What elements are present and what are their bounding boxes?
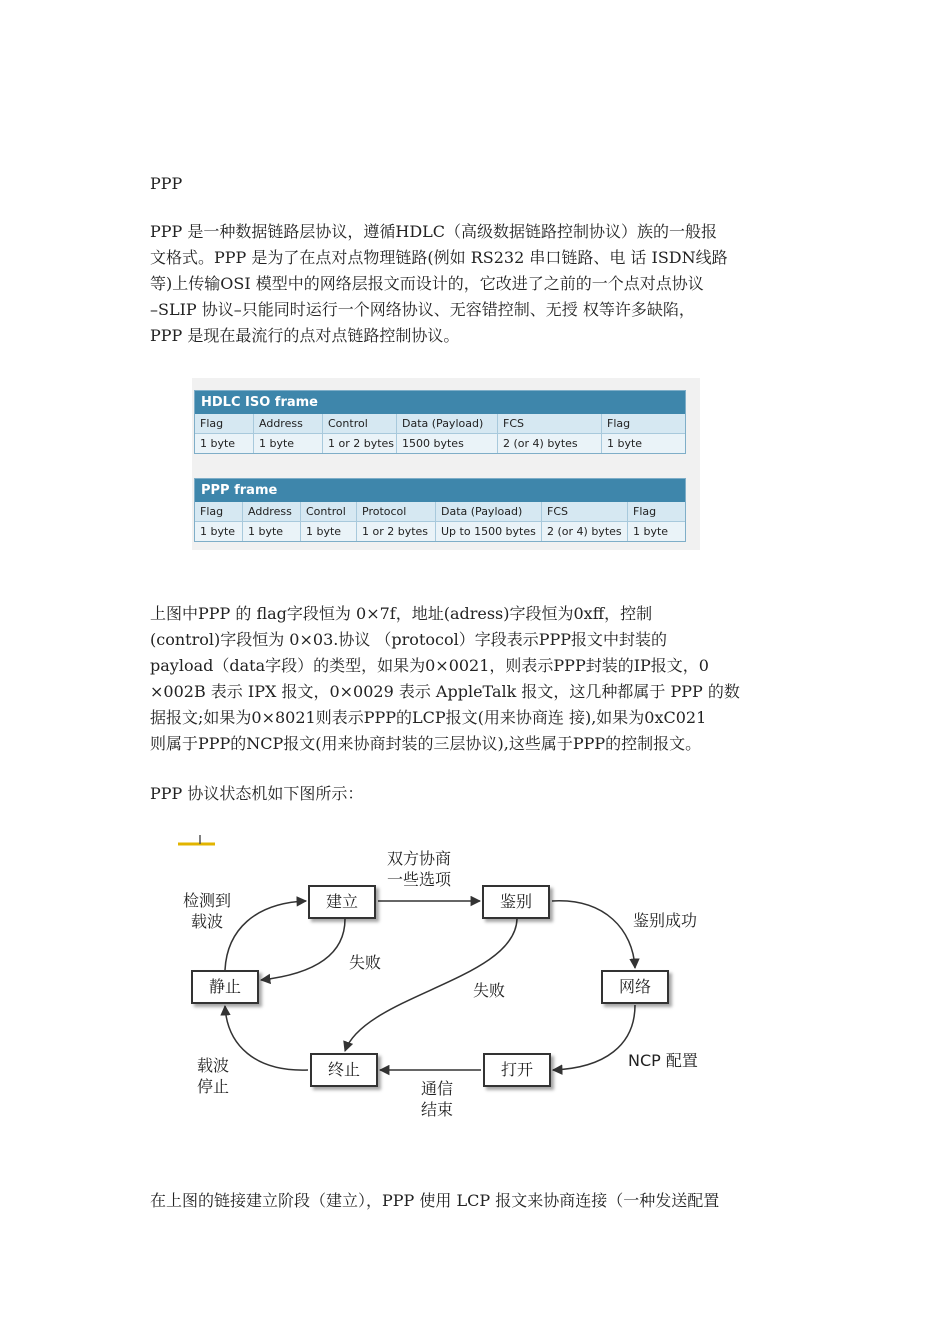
table-cell: 1 byte (301, 522, 357, 541)
text-line: PPP 是现在最流行的点对点链路控制协议。 (150, 326, 460, 345)
state-network: 网络 (601, 970, 669, 1004)
table-cell: 1 byte (607, 437, 643, 450)
frame-explanation-paragraph (150, 601, 810, 757)
label-line: 一些选项 (387, 870, 452, 889)
label-carrier-stop (197, 1055, 229, 1097)
intro-paragraph (150, 219, 810, 349)
table-cell: Address (243, 502, 301, 521)
text-line: –SLIP 协议–只能同时运行一个网络协议、无容错控制、无授 权等许多缺陷， (150, 300, 695, 319)
state-open: 打开 (483, 1053, 551, 1087)
label-line: 停止 (197, 1077, 230, 1096)
ppp-state-machine-diagram (175, 830, 715, 1130)
hdlc-header-row (195, 414, 685, 433)
table-cell: Flag (195, 414, 254, 433)
table-cell: 1 byte (195, 522, 243, 541)
table-cell: Flag (195, 502, 243, 521)
label-line: 结束 (421, 1100, 454, 1119)
ppp-value-row (195, 521, 685, 541)
table-cell: Up to 1500 bytes (436, 522, 542, 541)
trailing-paragraph: 在上图的链接建立阶段（建立），PPP 使用 LCP 报文来协商连接（一种发送配置 (150, 1191, 720, 1210)
table-cell: Control (323, 414, 397, 433)
table-cell: 1 byte (633, 525, 669, 538)
label-line: 双方协商 (387, 849, 452, 868)
state-establish: 建立 (308, 885, 376, 919)
table-cell: Data (Payload) (397, 414, 498, 433)
label-line: 载波 (197, 1056, 230, 1075)
arrow-authenticate-to-network (552, 901, 635, 968)
label-auth-success: 鉴别成功 (633, 911, 698, 930)
state-authenticate: 鉴别 (482, 885, 550, 919)
arrow-dead-to-establish (225, 901, 306, 970)
state-terminate: 终止 (310, 1053, 378, 1087)
ppp-header-row (195, 502, 685, 521)
label-carrier-detect (183, 890, 231, 932)
table-cell: 1 or 2 bytes (357, 522, 436, 541)
text-line: 则属于PPP的NCP报文(用来协商封装的三层协议),这些属于PPP的控制报文。 (150, 734, 702, 753)
state-dead: 静止 (191, 970, 259, 1004)
text-line: PPP 是一种数据链路层协议，遵循HDLC（高级数据链路控制协议）族的一般报 (150, 222, 718, 241)
text-line: ×002B 表示 IPX 报文，0×0029 表示 AppleTalk 报文，这几种都属于 PPP 的数 (150, 682, 740, 701)
hdlc-value-row (195, 433, 685, 453)
text-line: (control)字段恒为 0×03.协议 （protocol）字段表示PPP报文中封装的 (150, 630, 668, 649)
label-comm-end (421, 1078, 453, 1120)
arrow-establish-fail (261, 919, 345, 980)
table-cell: Flag (607, 417, 631, 430)
table-cell: Data (Payload) (436, 502, 542, 521)
text-line: 文格式。PPP 是为了在点对点物理链路(例如 RS232 串口链路、电 话 ISDN线路 (150, 248, 728, 267)
table-cell: Protocol (357, 502, 436, 521)
table-cell: FCS (542, 502, 628, 521)
label-negotiate (387, 848, 451, 890)
arrow-network-to-open (553, 1005, 635, 1070)
table-cell: 1 byte (254, 434, 323, 453)
ppp-table-title: PPP frame (195, 479, 685, 502)
label-ncp-config: NCP 配置 (628, 1051, 698, 1070)
label-fail-authenticate: 失败 (473, 981, 506, 1000)
table-cell: Address (254, 414, 323, 433)
table-cell: 2 (or 4) bytes (498, 434, 602, 453)
arrow-terminate-to-dead (225, 1006, 308, 1070)
label-line: 通信 (421, 1079, 454, 1098)
table-cell: 1 byte (243, 522, 301, 541)
table-cell: 1 byte (195, 434, 254, 453)
frame-format-figure (192, 378, 700, 550)
table-cell: 1500 bytes (397, 434, 498, 453)
table-cell: 2 (or 4) bytes (542, 522, 628, 541)
diagram-intro: PPP 协议状态机如下图所示： (150, 784, 364, 803)
text-line: payload（data字段）的类型，如果为0×0021，则表示PPP封装的IP报文，0 (150, 656, 709, 675)
ppp-frame-table (194, 478, 686, 542)
table-cell: 1 or 2 bytes (323, 434, 397, 453)
text-line: 等)上传输OSI 模型中的网络层报文而设计的，它改进了之前的一个点对点协议 (150, 274, 704, 293)
text-line: 据报文;如果为0×8021则表示PPP的LCP报文(用来协商连 接),如果为0xC021 (150, 708, 707, 727)
label-line: 载波 (191, 912, 224, 931)
label-line: 检测到 (183, 891, 232, 910)
table-cell: FCS (498, 414, 602, 433)
label-fail-establish: 失败 (349, 953, 382, 972)
hdlc-table-title: HDLC ISO frame (195, 391, 685, 414)
hdlc-frame-table (194, 390, 686, 454)
table-cell: Flag (633, 505, 657, 518)
table-cell: Control (301, 502, 357, 521)
text-line: 上图中PPP 的 flag字段恒为 0×7f，地址(adress)字段恒为0xff，控制 (150, 604, 653, 623)
page-title: PPP (150, 174, 183, 193)
